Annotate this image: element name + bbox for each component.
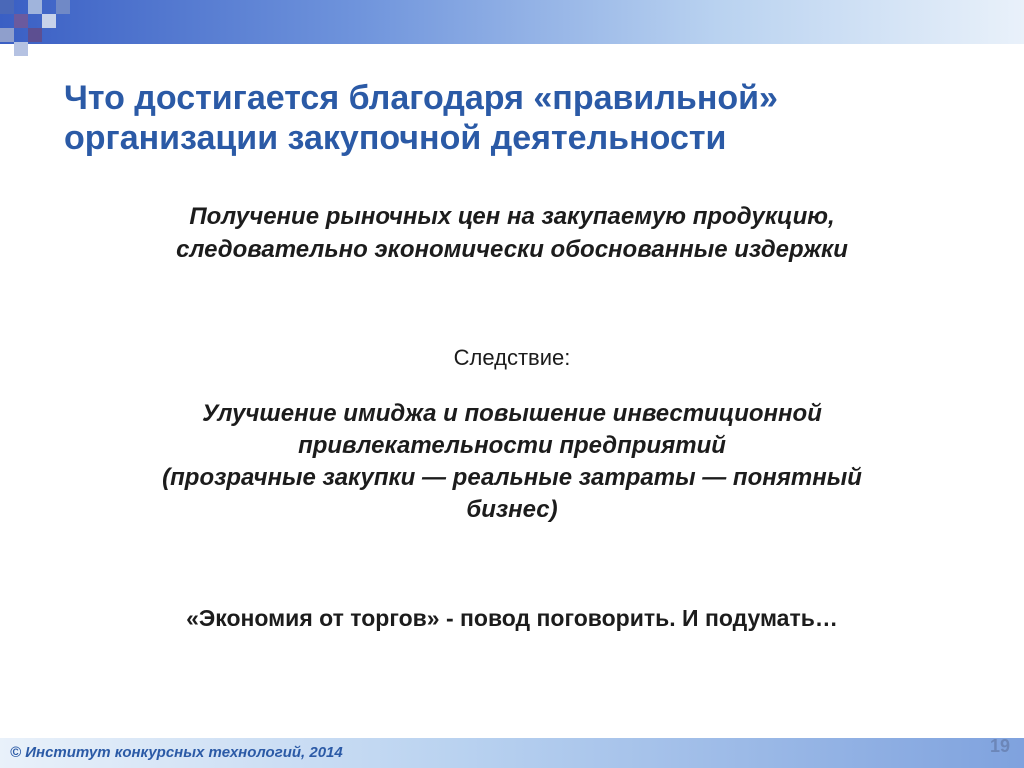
image-line-1: Улучшение имиджа и повышение инвестиционной — [202, 400, 822, 427]
slide-title — [64, 78, 964, 158]
consequence-label: Следствие: — [453, 345, 571, 370]
conclusion-statement: «Экономия от торгов» - повод поговорить. И подумать… — [186, 605, 838, 631]
image-line-3: (прозрачные закупки — реальные затраты — понятный — [162, 464, 862, 491]
footer-copyright: © Институт конкурсных технологий, 2014 — [10, 744, 343, 761]
slide-title-line-1: Что достигается благодаря «правильной» — [64, 79, 778, 117]
checker-logo-decoration — [0, 0, 80, 62]
image-improvement-statement — [40, 398, 984, 526]
market-prices-statement — [40, 200, 984, 266]
market-prices-line-1: Получение рыночных цен на закупаемую продукцию, — [189, 203, 835, 230]
page-number: 19 — [989, 736, 1010, 756]
image-line-2: привлекательности предприятий — [298, 432, 726, 459]
image-line-4: бизнес) — [466, 496, 558, 523]
market-prices-line-2: следовательно экономически обоснованные издержки — [176, 236, 848, 263]
top-decorative-bar — [0, 0, 1024, 44]
slide-title-line-2: организации закупочной деятельности — [64, 119, 727, 157]
